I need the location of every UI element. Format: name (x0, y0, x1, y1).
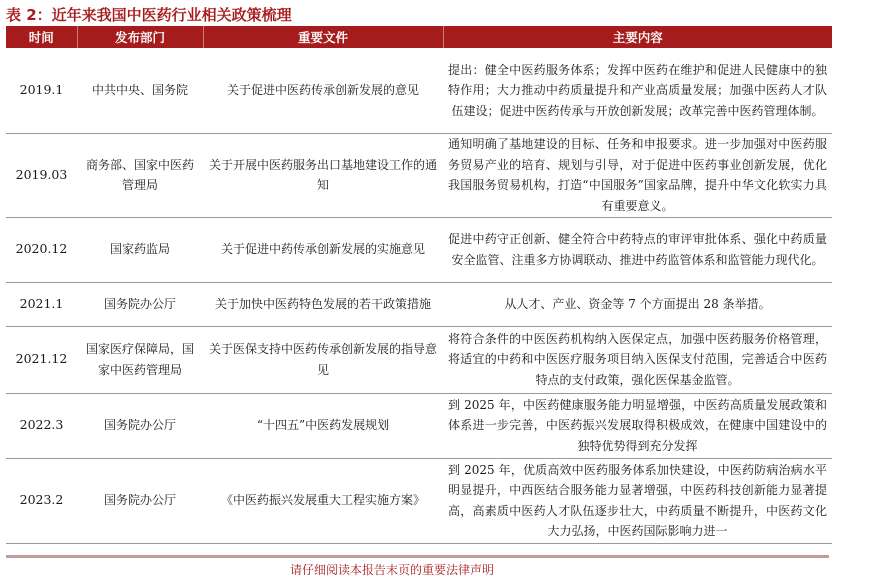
table-row (6, 282, 832, 326)
row-date: 2019.03 (6, 133, 77, 217)
row-date: 2020.12 (6, 217, 77, 282)
header-document: 重要文件 (203, 26, 443, 48)
row-department: 国家医疗保障局，国家中医药管理局 (77, 326, 203, 393)
table-caption: 表 2：近年来我国中医药行业相关政策梳理 (6, 6, 292, 24)
row-content: 提出：健全中医药服务体系；发挥中医药在维护和促进人民健康中的独特作用；大力推动中药质量提升和产业高质量发展；加强中医药人才队伍建设；促进中医药传承与开放创新发展；改革完善中医药管理体制。 (443, 48, 832, 133)
legal-notice: 请仔细阅读本报告末页的重要法律声明 (290, 563, 495, 577)
row-content: 到 2025 年，中医药健康服务能力明显增强，中医药高质量发展政策和体系进一步完善，中医药振兴发展取得积极成效，在健康中国建设中的独特优势得到充分发挥 (443, 393, 832, 458)
row-date: 2019.1 (6, 48, 77, 133)
row-content: 从人才、产业、资金等 7 个方面提出 28 条举措。 (443, 282, 832, 326)
row-document: 关于医保支持中医药传承创新发展的指导意见 (203, 326, 443, 393)
row-department: 中共中央、国务院 (77, 48, 203, 133)
row-content: 到 2025 年，优质高效中医药服务体系加快建设，中医药防病治病水平明显提升，中西医结合服务能力显著增强，中医药科技创新能力显著提高，高素质中医药人才队伍逐步壮大，中药质量不断提升，中医药文化大力弘扬，中医药国际影响力进一 (443, 458, 832, 543)
row-department: 国家药监局 (77, 217, 203, 282)
table-row (6, 326, 832, 393)
row-document: “十四五”中医药发展规划 (203, 393, 443, 458)
row-department: 商务部、国家中医药管理局 (77, 133, 203, 217)
header-row (6, 26, 832, 48)
header-department: 发布部门 (77, 26, 203, 48)
table-row (6, 48, 832, 133)
table-row (6, 458, 832, 543)
table-row (6, 393, 832, 458)
row-department: 国务院办公厅 (77, 458, 203, 543)
table-row (6, 133, 832, 217)
header-content: 主要内容 (443, 26, 832, 48)
table-row (6, 217, 832, 282)
row-content: 将符合条件的中医医药机构纳入医保定点，加强中医药服务价格管理，将适宜的中药和中医医疗服务项目纳入医保支付范围，完善适合中医药特点的支付政策，强化医保基金监管。 (443, 326, 832, 393)
row-document: 关于加快中医药特色发展的若干政策措施 (203, 282, 443, 326)
row-document: 《中医药振兴发展重大工程实施方案》 (203, 458, 443, 543)
row-content: 通知明确了基地建设的目标、任务和申报要求。进一步加强对中医药服务贸易产业的培育、规划与引导，对于促进中医药事业创新发展，优化我国服务贸易机构，打造“中国服务”国家品牌，提升中华文化软实力具有重要意义。 (443, 133, 832, 217)
row-content: 促进中药守正创新、健全符合中药特点的审评审批体系、强化中药质量安全监管、注重多方协调联动、推进中药监管体系和监管能力现代化。 (443, 217, 832, 282)
row-document: 关于开展中医药服务出口基地建设工作的通知 (203, 133, 443, 217)
row-date: 2021.12 (6, 326, 77, 393)
row-date: 2021.1 (6, 282, 77, 326)
header-date: 时间 (6, 26, 77, 48)
row-department: 国务院办公厅 (77, 282, 203, 326)
bottom-rule (6, 555, 829, 558)
row-document: 关于促进中药传承创新发展的实施意见 (203, 217, 443, 282)
policy-table (6, 26, 832, 544)
row-date: 2023.2 (6, 458, 77, 543)
row-department: 国务院办公厅 (77, 393, 203, 458)
row-document: 关于促进中医药传承创新发展的意见 (203, 48, 443, 133)
row-date: 2022.3 (6, 393, 77, 458)
